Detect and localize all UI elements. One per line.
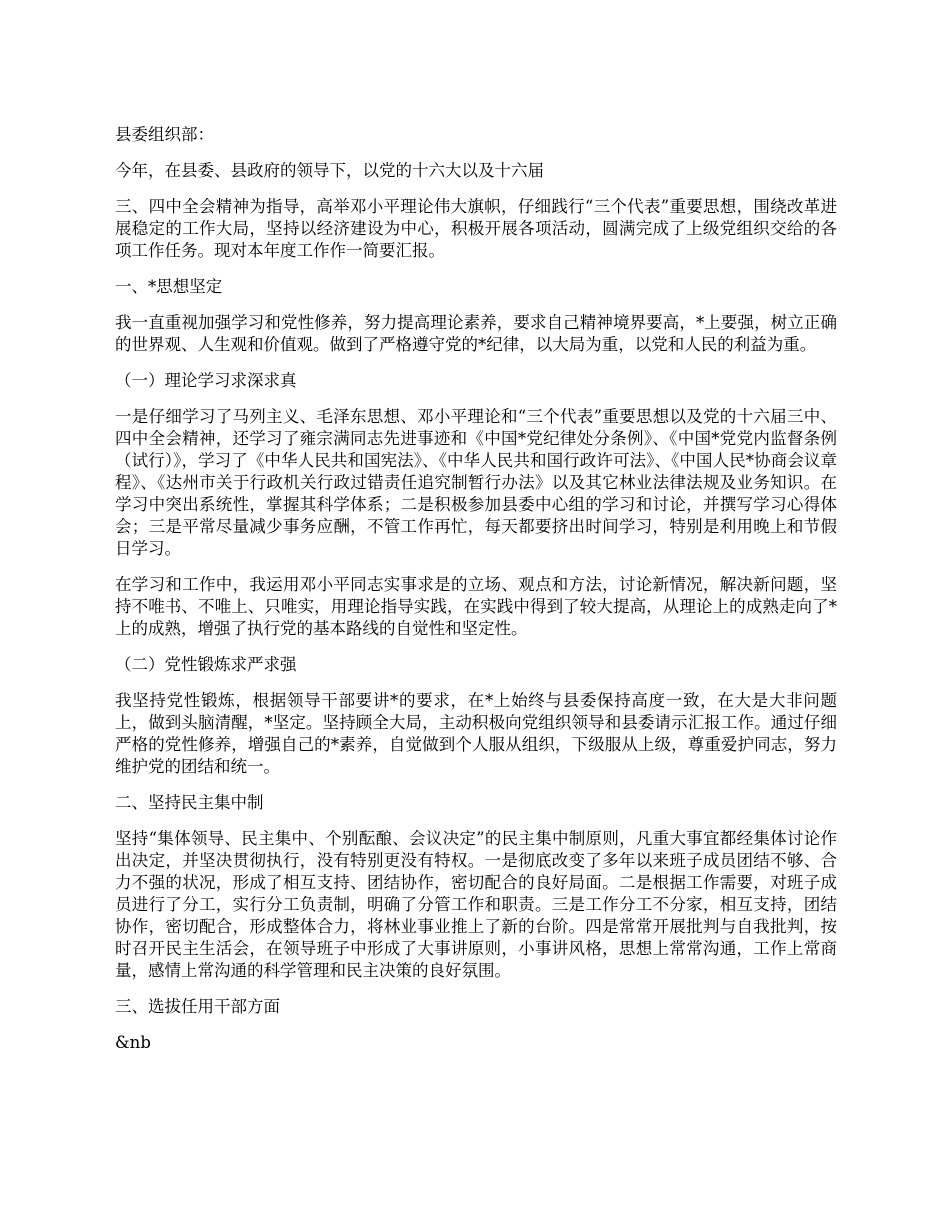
paragraph-intro-1: 今年，在县委、县政府的领导下，以党的十六大以及十六届: [115, 161, 544, 180]
paragraph-truncated: &nb: [115, 1033, 151, 1052]
subsection-heading-1-2: （二）党性锻炼求严求强: [115, 655, 297, 674]
paragraph-section-1: 我一直重视加强学习和党性修养，努力提高理论素养，要求自己精神境界要高，*上要强，树立正确的世界观、人生观和价值观。做到了严格遵守党的*纪律，以大局为重，以党和人民的利益为重。: [115, 313, 837, 354]
document-body: [115, 124, 837, 1068]
subsection-heading-1-1: （一）理论学习求深求真: [115, 371, 297, 390]
paragraph-intro-2: 三、四中全会精神为指导，高举邓小平理论伟大旗帜，仔细践行“三个代表”重要思想，围绕改革进展稳定的工作大局，坚持以经济建设为中心，积极开展各项活动，圆满完成了上级党组织交给的各项工作任务。现对本年度工作作一简要汇报。: [115, 197, 837, 260]
section-heading-2: 二、坚持民主集中制: [115, 793, 264, 812]
paragraph-subsection-1-1-b: 在学习和工作中，我运用邓小平同志实事求是的立场、观点和方法，讨论新情况，解决新问题，坚持不唯书、不唯上、只唯实，用理论指导实践，在实践中得到了较大提高，从理论上的成熟走向了*上的成熟，增强了执行党的基本路线的自觉性和坚定性。: [115, 575, 837, 638]
paragraph-subsection-1-2: 我坚持党性锻炼，根据领导干部要讲*的要求，在*上始终与县委保持高度一致，在大是大非问题上，做到头脑清醒，*坚定。坚持顾全大局，主动积极向党组织领导和县委请示汇报工作。通过仔细严格的党性修养，增强自己的*素养，自觉做到个人服从组织，下级服从上级，尊重爱护同志，努力维护党的团结和统一。: [115, 691, 837, 776]
salutation: 县委组织部：: [115, 125, 214, 144]
paragraph-subsection-1-1-a: 一是仔细学习了马列主义、毛泽东思想、邓小平理论和“三个代表”重要思想以及党的十六届三中、四中全会精神，还学习了雍宗满同志先进事迹和《中国*党纪律处分条例》、《中国*党党内监督条例（试行）》，学习了《中华人民共和国宪法》、《中华人民共和国行政许可法》、《中国人民*协商会议章程》、《达州市关于行政机关行政过错责任追究制暂行办法》以及其它林业法律法规及业务知识。在学习中突出系统性，掌握其科学体系；二是积极参加县委中心组的学习和讨论，并撰写学习心得体会；三是平常尽量减少事务应酬，不管工作再忙，每天都要挤出时间学习，特别是利用晚上和节假日学习。: [115, 407, 837, 558]
paragraph-section-2: 坚持“集体领导、民主集中、个别酝酿、会议决定”的民主集中制原则，凡重大事宜都经集体讨论作出决定，并坚决贯彻执行，没有特别更没有特权。一是彻底改变了多年以来班子成员团结不够、合力不强的状况，形成了相互支持、团结协作，密切配合的良好局面。二是根据工作需要，对班子成员进行了分工，实行分工负责制，明确了分管工作和职责。三是工作分工不分家，相互支持，团结协作，密切配合，形成整体合力，将林业事业推上了新的台阶。四是常常开展批判与自我批判，按时召开民主生活会，在领导班子中形成了大事讲原则，小事讲风格，思想上常常沟通，工作上常商量，感情上常沟通的科学管理和民主决策的良好氛围。: [115, 829, 837, 980]
section-heading-1: 一、*思想坚定: [115, 277, 223, 296]
section-heading-3: 三、选拔任用干部方面: [115, 997, 280, 1016]
